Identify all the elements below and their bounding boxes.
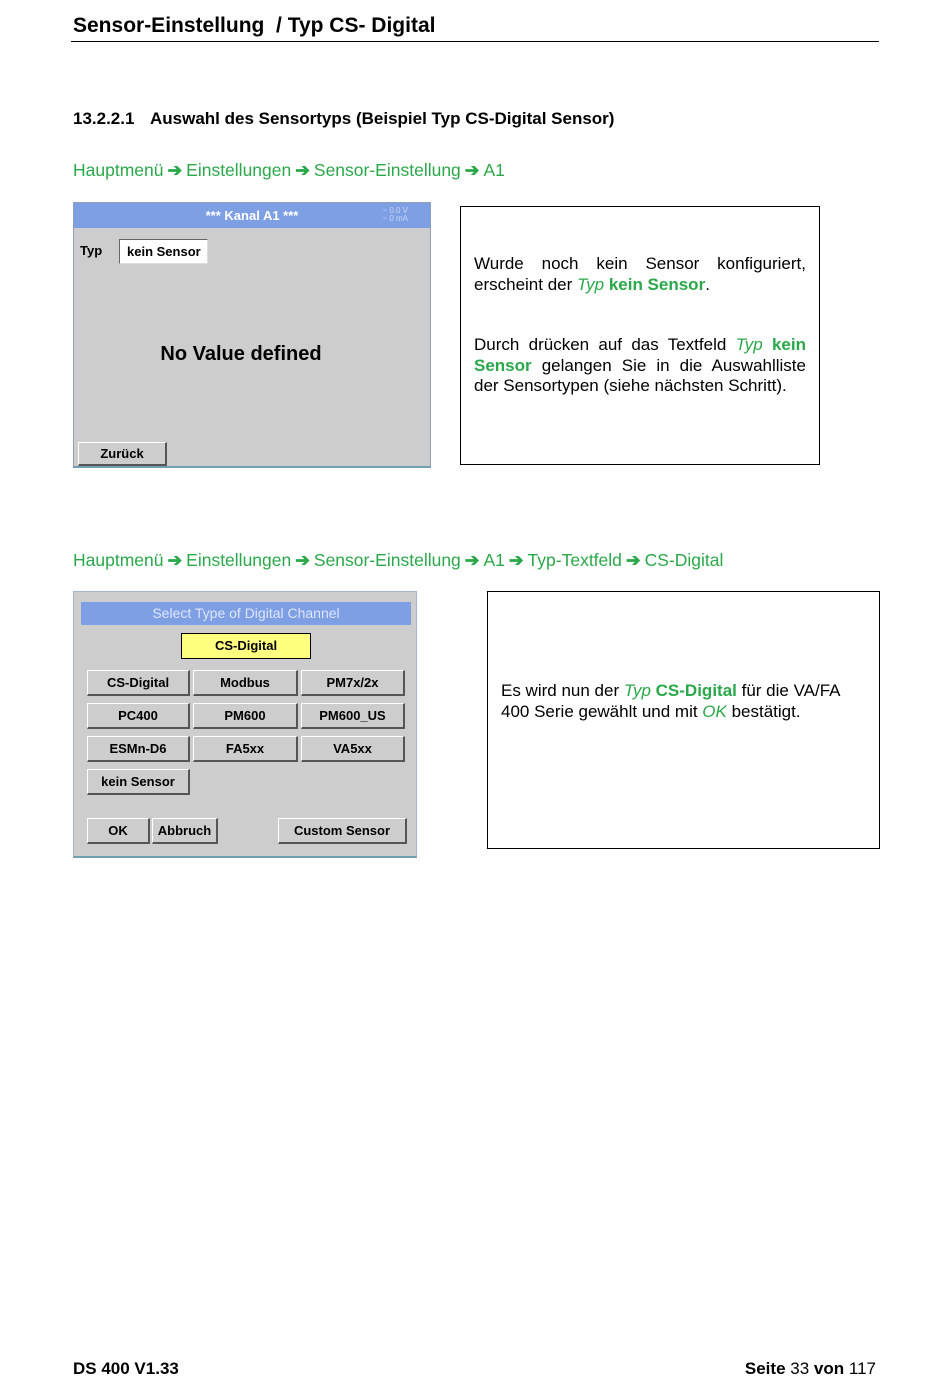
text-run: Wurde noch kein Sensor konfiguriert, erscheint der [474,254,806,294]
breadcrumb-item: A1 [483,550,505,570]
text-run: . [705,274,710,294]
text-run: für die VA/FA 400 Serie gewählt und mit [501,681,840,721]
breadcrumb-item: A1 [483,160,505,180]
arrow-right-icon: ➔ [464,550,480,570]
typ-term: Typ [577,274,605,294]
option-pm7x-button[interactable]: PM7x/2x [301,670,405,696]
option-kein-sensor-button[interactable]: kein Sensor [87,769,190,795]
arrow-right-icon: ➔ [167,550,183,570]
section-number: 13.2.2.1 [73,109,135,128]
breadcrumb-item: Sensor-Einstellung [313,160,461,180]
device-screen-channel-a1 [73,202,431,468]
sensor-value-term: kein Sensor [608,274,706,294]
option-esmn-d6-button[interactable]: ESMn-D6 [87,736,190,762]
arrow-right-icon: ➔ [464,160,480,180]
breadcrumb-item: Einstellungen [186,160,292,180]
explanation-paragraph [474,254,806,295]
arrow-right-icon: ➔ [295,550,310,570]
breadcrumb-item: Einstellungen [186,550,292,570]
explanation-paragraph [474,335,806,397]
option-pc400-button[interactable]: PC400 [87,703,190,729]
text-run: Es wird nun der [501,681,624,700]
breadcrumb-item: Sensor-Einstellung [313,550,461,570]
screen-title: Select Type of Digital Channel [81,602,411,625]
arrow-right-icon: ➔ [625,550,641,570]
typ-label: Typ [80,243,103,258]
screen-title: *** Kanal A1 *** [205,208,299,223]
option-va5xx-button[interactable]: VA5xx [301,736,405,762]
text-run: gelangen Sie in die Auswahlliste der Sensortypen (siehe nächsten Schritt). [474,355,806,395]
explanation-box-1 [460,206,820,465]
footer-page-number [745,1359,876,1379]
explanation-paragraph [501,681,866,722]
option-cs-digital-button[interactable]: CS-Digital [87,670,190,696]
cancel-button[interactable]: Abbruch [152,818,218,844]
text-run: bestätigt. [726,701,801,721]
footer-doc-version: DS 400 V1.33 [73,1359,179,1378]
option-modbus-button[interactable]: Modbus [193,670,298,696]
breadcrumb-item: Typ-Textfeld [527,550,622,570]
option-fa5xx-button[interactable]: FA5xx [193,736,298,762]
breadcrumb-2 [73,550,723,571]
breadcrumb-item: CS-Digital [644,550,724,570]
page-current: 33 [790,1359,810,1378]
typ-textfield[interactable]: kein Sensor [119,239,208,264]
typ-term: Typ [623,681,651,700]
option-pm600-button[interactable]: PM600 [193,703,298,729]
selected-type-display: CS-Digital [181,633,311,659]
breadcrumb-item: Hauptmenü [73,550,164,570]
back-button[interactable]: Zurück [78,442,167,466]
section-title: Auswahl des Sensortyps (Beispiel Typ CS-Digital Sensor) [150,109,615,128]
page-total: 117 [848,1359,876,1378]
arrow-right-icon: ➔ [508,550,524,570]
explanation-box-2 [487,591,880,849]
text-run: Durch drücken auf das Textfeld [474,335,736,354]
ok-button[interactable]: OK [87,818,150,844]
screen-titlebar [74,203,430,228]
unit-readout [382,207,408,223]
typ-term: Typ [735,335,763,354]
sensor-value-term: CS-Digital [655,681,737,700]
arrow-right-icon: ➔ [167,160,183,180]
custom-sensor-button[interactable]: Custom Sensor [278,818,407,844]
page-of-label: von [813,1359,845,1378]
page-header-title: Sensor-Einstellung / Typ CS- Digital [73,14,436,37]
header-rule [71,41,879,42]
no-value-message: No Value defined [160,343,322,365]
option-pm600-us-button[interactable]: PM600_US [301,703,405,729]
breadcrumb-1 [73,160,505,181]
breadcrumb-item: Hauptmenü [73,160,164,180]
section-heading [73,109,614,129]
sensor-value-term: kein Sensor [474,335,806,375]
ok-term: OK [702,701,727,721]
page-label: Seite [744,1359,786,1378]
unit-voltage: ~ 0.0 V [382,206,408,215]
device-screen-select-digital-type [73,591,417,858]
unit-current: ~ 0 mA [382,214,408,223]
arrow-right-icon: ➔ [295,160,310,180]
